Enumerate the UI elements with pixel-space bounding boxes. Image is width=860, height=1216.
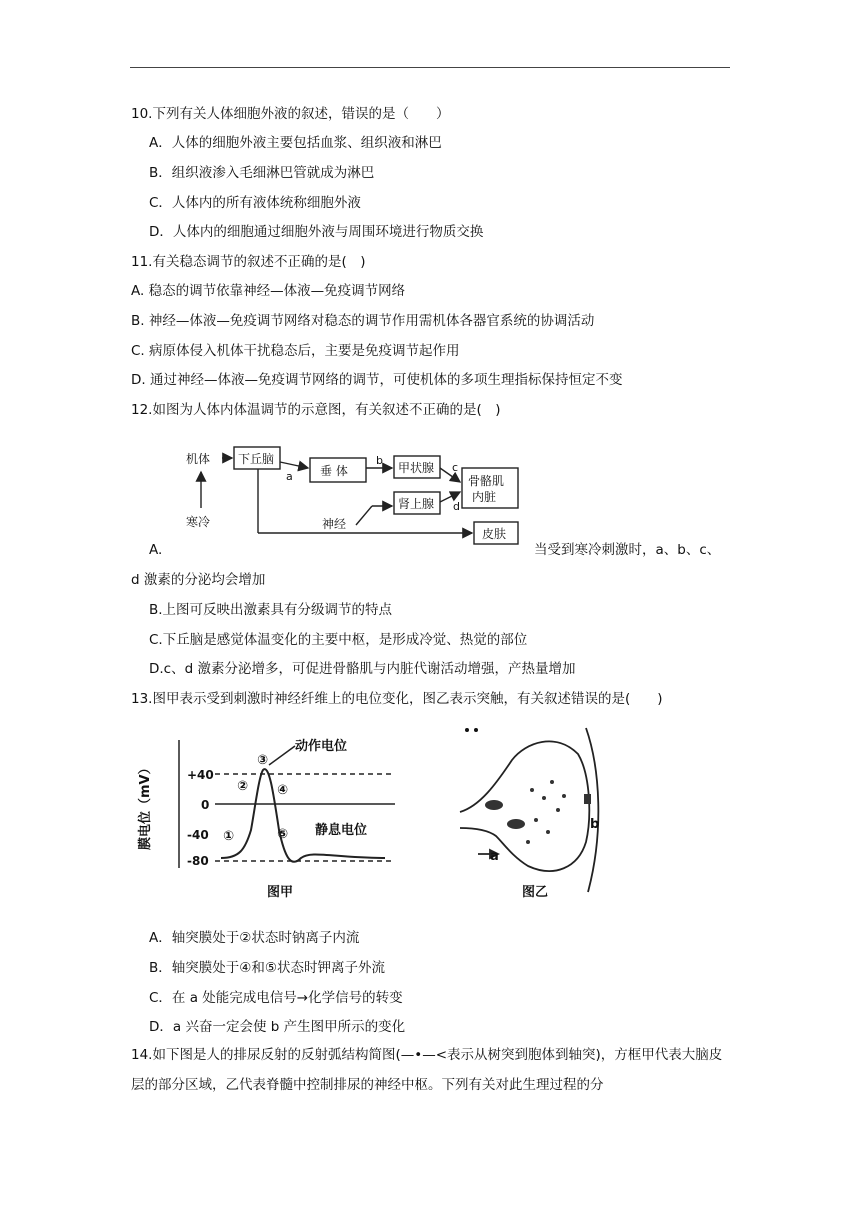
q10-stem: 10.下列有关人体细胞外液的叙述，错误的是（ ） <box>131 106 450 122</box>
q14-text: 14.如下图是人的排尿反射的反射弧结构简图(—•—<表示从树突到胞体到轴突)，方框甲代表大脑皮层的部分区域，乙代表脊髓中控制排尿的神经中枢。下列有关对此生理过程的分 <box>131 1047 723 1093</box>
header-rule <box>130 67 730 68</box>
q11-option-a: A. 稳态的调节依靠神经—体液—免疫调节网络 <box>131 283 406 299</box>
hormone-b-label: b <box>376 454 383 467</box>
q12-option-d: D.c、d 激素分泌增多，可促进骨骼肌与内脏代谢活动增强，产热量增加 <box>149 661 576 677</box>
state-4: ④ <box>277 783 289 798</box>
muscle-label: 骨骼肌 <box>468 474 505 488</box>
q12-stem: 12.如图为人体内体温调节的示意图，有关叙述不正确的是( ) <box>131 402 501 418</box>
q11-stem: 11.有关稳态调节的叙述不正确的是( ) <box>131 254 366 270</box>
fig-a-caption: 图甲 <box>267 885 294 900</box>
pituitary-label: 垂 体 <box>320 464 348 478</box>
hormone-c-label: c <box>452 461 459 474</box>
action-label: 动作电位 <box>295 739 348 754</box>
q13-option-c: C．在 a 处能完成电信号→化学信号的转变 <box>149 990 403 1006</box>
q12-option-a-cont: d 激素的分泌均会增加 <box>131 572 266 588</box>
synapse-a-label: a <box>490 849 499 864</box>
q10-option-b: B．组织液渗入毛细淋巴管就成为淋巴 <box>149 165 375 181</box>
state-2: ② <box>237 779 249 794</box>
organ-label: 内脏 <box>472 490 497 504</box>
q13-option-d: D．a 兴奋一定会使 b 产生图甲所示的变化 <box>149 1019 406 1035</box>
q12-option-a-label: A. <box>149 542 163 558</box>
skin-label: 皮肤 <box>482 527 507 541</box>
synapse-b-label: b <box>590 817 600 832</box>
q13-option-b: B．轴突膜处于④和⑤状态时钾离子外流 <box>149 960 385 976</box>
q12-option-b: B.上图可反映出激素具有分级调节的特点 <box>149 602 393 618</box>
adrenal-label: 肾上腺 <box>398 497 435 511</box>
synapse-figure <box>440 720 620 905</box>
tick-40: +40 <box>187 768 214 782</box>
ylabel: 膜电位（mV） <box>138 761 153 850</box>
q13-option-a: A．轴突膜处于②状态时钠离子内流 <box>149 930 360 946</box>
nerve-label: 神经 <box>322 517 347 531</box>
thermoregulation-diagram <box>180 440 530 550</box>
cold-label: 寒冷 <box>186 515 211 529</box>
q10-option-d: D．人体内的细胞通过细胞外液与周围环境进行物质交换 <box>149 224 484 240</box>
q11-option-d: D. 通过神经—体液—免疫调节网络的调节，可使机体的多项生理指标保持恒定不变 <box>131 372 623 388</box>
hormone-a-label: a <box>286 470 293 483</box>
state-1: ① <box>223 829 235 844</box>
tick-m80: -80 <box>187 854 209 868</box>
q12-option-a-text: 当受到寒冷刺激时，a、b、c、 <box>534 542 721 558</box>
q10-option-c: C．人体内的所有液体统称细胞外液 <box>149 195 361 211</box>
q10-option-a: A．人体的细胞外液主要包括血浆、组织液和淋巴 <box>149 135 442 151</box>
q11-option-b: B. 神经—体液—免疫调节网络对稳态的调节作用需机体各器官系统的协调活动 <box>131 313 595 329</box>
q13-stem: 13.图甲表示受到刺激时神经纤维上的电位变化，图乙表示突触，有关叙述错误的是( ) <box>131 691 663 707</box>
resting-label: 静息电位 <box>315 823 368 838</box>
q12-option-c: C.下丘脑是感觉体温变化的主要中枢，是形成冷觉、热觉的部位 <box>149 632 528 648</box>
body-label: 机体 <box>186 452 211 466</box>
axon-terminal <box>460 741 589 871</box>
state-3: ③ <box>257 753 269 768</box>
hormone-d-label: d <box>453 500 460 513</box>
hypothalamus-label: 下丘脑 <box>238 452 275 466</box>
action-potential-figure <box>135 720 405 905</box>
q11-option-c: C. 病原体侵入机体干扰稳态后，主要是免疫调节起作用 <box>131 343 460 359</box>
thyroid-label: 甲状腺 <box>398 461 435 475</box>
tick-m40: -40 <box>187 828 209 842</box>
state-5: ⑤ <box>277 827 289 842</box>
fig-b-caption: 图乙 <box>522 885 549 900</box>
postsynaptic-membrane <box>586 728 598 892</box>
tick-0: 0 <box>201 798 210 812</box>
